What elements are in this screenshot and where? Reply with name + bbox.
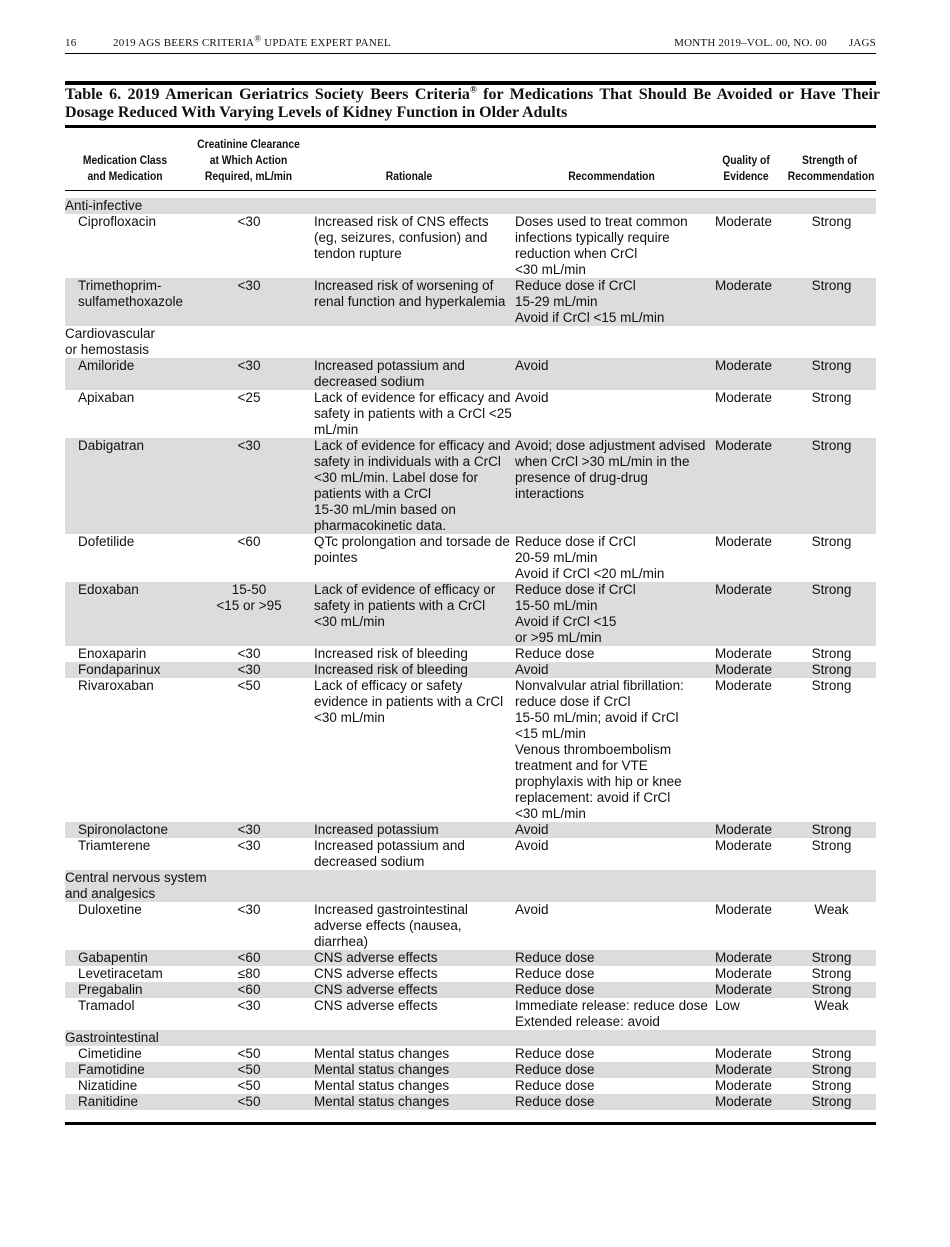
table-row [65,966,876,982]
strength-cell: Strong [787,1094,876,1110]
rationale-cell: Increased potassium and decreased sodium [314,838,465,869]
table-row [65,678,876,822]
recommendation-cell: Nonvalvular atrial fibrillation: reduce dose if CrCl 15-50 mL/min; avoid if CrCl <15 mL/min Venous thromboembolism treatment and for VTE prophylaxis with hip or knee replacement: avoid if CrCl <30 mL/min [515,678,684,821]
crcl-cell: 15-50 <15 or >95 [186,582,312,646]
medication-cell: Nizatidine [78,1078,138,1093]
strength-cell: Strong [811,1078,852,1093]
quality-cell: Moderate [715,902,773,917]
table-row [65,822,876,838]
medication-cell: Duloxetine [78,902,142,917]
strength-cell: Strong [787,438,876,534]
medication-cell: Cimetidine [78,1046,142,1061]
class-row [65,326,876,358]
rationale-cell: QTc prolongation and torsade de pointes [314,534,510,565]
crcl-cell: <30 [237,838,261,853]
strength-cell: Strong [787,1062,876,1078]
medication-cell: Enoxaparin [78,646,147,661]
table-row [65,214,876,278]
strength-cell: Strong [787,662,876,678]
strength-cell: Strong [811,838,852,853]
quality-cell: Moderate [715,1078,773,1093]
table-row [65,1046,876,1062]
title-bottom-rule [65,125,876,128]
crcl-cell: <30 [237,214,261,229]
strength-cell: Strong [787,822,876,838]
quality-cell: Moderate [714,662,787,678]
quality-cell: Moderate [715,838,773,853]
strength-cell: Strong [787,278,876,326]
recommendation-cell: Avoid [515,838,549,853]
rationale-cell: Mental status changes [314,1078,450,1093]
strength-cell: Strong [811,534,852,549]
crcl-cell: <30 [237,646,261,661]
quality-cell: Moderate [714,950,787,966]
page-number: 16 [65,37,77,49]
recommendation-cell: Reduce dose [515,646,595,661]
strength-cell: Strong [811,390,852,405]
rationale-cell: Increased potassium and decreased sodium [312,358,513,390]
strength-cell: Strong [811,678,852,693]
recommendation-cell: Reduce dose [513,1094,714,1110]
recommendation-cell: Avoid; dose adjustment advised when CrCl >30 mL/min in the presence of drug-drug interactions [513,438,714,534]
recommendation-cell: Avoid [515,390,549,405]
crcl-cell: <30 [237,998,261,1013]
quality-cell: Moderate [715,534,773,549]
table-row [65,278,876,326]
recommendation-cell: Reduce dose [515,966,595,981]
strength-cell: Strong [787,582,876,646]
medication-cell: Triamterene [78,838,151,853]
recommendation-cell: Reduce dose [515,1078,595,1093]
quality-cell: Low [715,998,740,1013]
medication-cell: Trimethoprim- sulfamethoxazole [65,278,186,326]
crcl-cell: <60 [237,534,261,549]
crcl-cell: <50 [237,1046,261,1061]
strength-cell: Strong [811,966,852,981]
beers-kidney-table [65,198,876,1110]
col-header-rationale: Rationale [385,169,433,183]
crcl-cell: <50 [237,1078,261,1093]
strength-cell: Strong [787,982,876,998]
crcl-cell: <30 [186,278,312,326]
rationale-cell: Lack of efficacy or safety evidence in patients with a CrCl <30 mL/min [314,678,504,725]
journal-name: JAGS [848,37,876,49]
crcl-cell: <30 [186,358,312,390]
quality-cell: Moderate [715,1046,773,1061]
quality-cell: Moderate [715,646,773,661]
col-header-quality: Quality of Evidence [722,153,770,183]
rationale-cell: Increased risk of bleeding [314,646,468,661]
medication-cell: Edoxaban [65,582,186,646]
crcl-cell: <60 [186,982,312,998]
table-title: Table 6. 2019 American Geriatrics Society Beers Criteria® for Medications That Should Be Avoided or Have Their Dosage Reduced With Varying Levels of Kidney Function in Older Adults [65,84,880,121]
rationale-cell: Lack of evidence of efficacy or safety in patients with a CrCl <30 mL/min [312,582,513,646]
table-row [65,838,876,870]
table-bottom-rule [65,1122,876,1125]
table-row [65,998,876,1030]
recommendation-cell: Avoid [513,662,714,678]
rationale-cell: Increased risk of worsening of renal function and hyperkalemia [312,278,513,326]
col-header-recommendation: Recommendation [568,169,655,183]
running-header [65,33,876,53]
quality-cell: Moderate [714,582,787,646]
recommendation-cell: Reduce dose if CrCl 15-29 mL/min Avoid if CrCl <15 mL/min [513,278,714,326]
table-row [65,438,876,534]
recommendation-cell: Reduce dose if CrCl 20-59 mL/min Avoid if CrCl <20 mL/min [515,534,665,581]
medication-cell: Apixaban [78,390,135,405]
running-title: 2019 AGS BEERS CRITERIA® UPDATE EXPERT PANEL [113,33,391,49]
recommendation-cell: Reduce dose [515,1046,595,1061]
medication-cell: Amiloride [65,358,186,390]
table-row [65,950,876,966]
rationale-cell: Lack of evidence for efficacy and safety in patients with a CrCl <25 mL/min [314,390,512,437]
class-label: Central nervous system and analgesics [65,870,876,902]
rationale-cell: Lack of evidence for efficacy and safety in individuals with a CrCl <30 mL/min. Label dose for patients with a CrCl 15-30 mL/min based on pharmacokinetic data. [312,438,513,534]
class-label: Anti-infective [65,198,876,214]
class-label: Gastrointestinal [65,1030,876,1046]
quality-cell: Moderate [715,390,773,405]
crcl-cell: <30 [186,438,312,534]
medication-cell: Levetiracetam [78,966,163,981]
medication-cell: Fondaparinux [65,662,186,678]
table-row [65,982,876,998]
quality-cell: Moderate [715,678,773,693]
quality-cell: Moderate [715,966,773,981]
crcl-cell: <30 [186,662,312,678]
recommendation-cell: Immediate release: reduce dose Extended release: avoid [515,998,708,1029]
medication-cell: Tramadol [78,998,135,1013]
medication-cell: Gabapentin [65,950,186,966]
quality-cell: Moderate [714,278,787,326]
medication-cell: Dabigatran [65,438,186,534]
crcl-cell: <50 [237,678,261,693]
quality-cell: Moderate [714,1062,787,1078]
recommendation-cell: Reduce dose if CrCl 15-50 mL/min Avoid if CrCl <15 or >95 mL/min [513,582,714,646]
recommendation-cell: Reduce dose [513,982,714,998]
journal-issue [674,37,876,49]
strength-cell: Strong [787,950,876,966]
col-header-strength: Strength of Recommendation [787,153,875,183]
rationale-cell: CNS adverse effects [314,966,438,981]
quality-cell: Moderate [714,1094,787,1110]
quality-cell: Moderate [714,982,787,998]
table-row [65,534,876,582]
rationale-cell: Mental status changes [312,1094,513,1110]
recommendation-cell: Reduce dose [513,950,714,966]
crcl-cell: <60 [186,950,312,966]
class-row [65,870,876,902]
rationale-cell: CNS adverse effects [312,950,513,966]
medication-cell: Ciprofloxacin [78,214,157,229]
recommendation-cell: Avoid [513,822,714,838]
quality-cell: Moderate [714,358,787,390]
recommendation-cell: Reduce dose [513,1062,714,1078]
crcl-cell: ≤80 [237,966,261,981]
class-label: Cardiovascular or hemostasis [65,326,156,357]
table-row [65,1094,876,1110]
table-row [65,1062,876,1078]
rationale-cell: CNS adverse effects [314,998,438,1013]
issue-info: MONTH 2019–VOL. 00, NO. 00 [674,37,827,49]
medication-cell: Pregabalin [65,982,186,998]
rationale-cell: Increased gastrointestinal adverse effects (nausea, diarrhea) [314,902,468,949]
class-row [65,198,876,214]
crcl-cell: <50 [186,1062,312,1078]
crcl-cell: <25 [237,390,261,405]
recommendation-cell: Doses used to treat common infections typically require reduction when CrCl <30 mL/min [515,214,688,277]
table-row [65,1078,876,1094]
crcl-cell: <50 [186,1094,312,1110]
crcl-cell: <30 [186,822,312,838]
strength-cell: Weak [814,998,849,1013]
crcl-cell: <30 [237,902,261,917]
quality-cell: Moderate [714,822,787,838]
rationale-cell: Increased potassium [312,822,513,838]
medication-cell: Rivaroxaban [78,678,154,693]
table-row [65,662,876,678]
table-row [65,902,876,950]
quality-cell: Moderate [714,438,787,534]
strength-cell: Strong [811,214,852,229]
table-row [65,582,876,646]
medication-cell: Famotidine [65,1062,186,1078]
table-row [65,390,876,438]
medication-cell: Spironolactone [65,822,186,838]
table-row [65,358,876,390]
rationale-cell: Increased risk of CNS effects (eg, seizures, confusion) and tendon rupture [314,214,489,261]
rationale-cell: Increased risk of bleeding [312,662,513,678]
quality-cell: Moderate [715,214,773,229]
medication-cell: Ranitidine [65,1094,186,1110]
table-row [65,646,876,662]
col-header-crcl: Creatinine Clearance at Which Action Required, mL/min [197,137,300,183]
class-row [65,1030,876,1046]
medication-cell: Dofetilide [78,534,135,549]
recommendation-cell: Avoid [515,902,549,917]
rationale-cell: CNS adverse effects [312,982,513,998]
recommendation-cell: Avoid [513,358,714,390]
strength-cell: Strong [811,646,852,661]
col-header-medication: Medication Class and Medication [82,153,168,183]
strength-cell: Strong [787,358,876,390]
rationale-cell: Mental status changes [312,1062,513,1078]
strength-cell: Weak [814,902,849,917]
rationale-cell: Mental status changes [314,1046,450,1061]
header-bottom-rule [65,190,876,191]
header-rule [65,53,876,54]
strength-cell: Strong [811,1046,852,1061]
